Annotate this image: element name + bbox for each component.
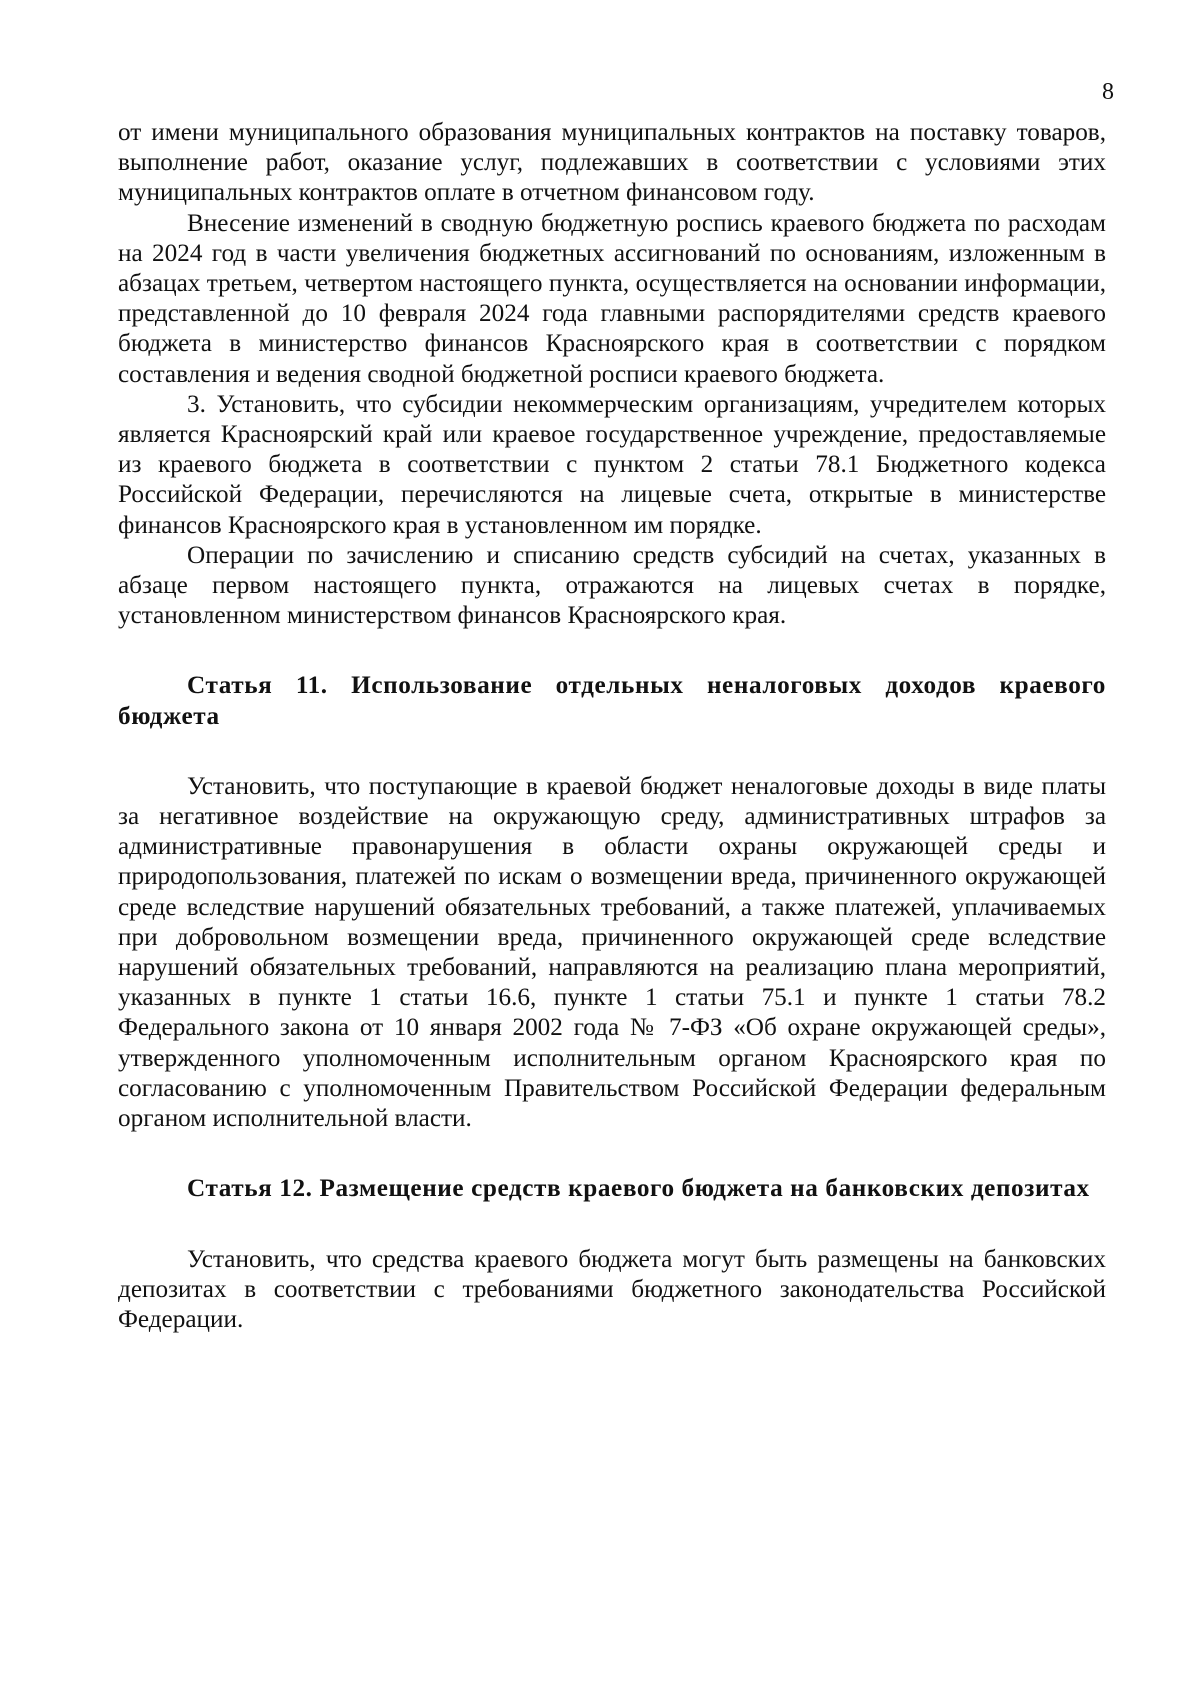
paragraph-continuation: от имени муниципального образования муниципальных контрактов на поставку товаров, выполнение работ, оказание услуг, подлежавших в соответствии с условиями этих муниципальных контрактов оплате в отчетном финансовом году. (118, 119, 1106, 207)
document-body (118, 118, 1106, 1335)
article-11-paragraph: Установить, что поступающие в краевой бюджет неналоговые доходы в виде платы за негативное воздействие на окружающую среду, административных штрафов за административные правонарушения в области охраны окружающей среды и природопользования, платежей по искам о возмещении вреда, причиненного окружающей среде вследствие нарушений обязательных требований, а также платежей, уплачиваемых при добровольном возмещении вреда, причиненного окружающей среде вследствие нарушений обязательных требований, направляются на реализацию плана мероприятий, указанных в пункте 1 статьи 16.6, пункте 1 статьи 75.1 и пункте 1 статьи 78.2 Федерального закона от 10 января 2002 года № 7-ФЗ «Об охране окружающей среды», утвержденного уполномоченным исполнительным органом Красноярского края по согласованию с уполномоченным Правительством Российской Федерации федеральным органом исполнительной власти. (118, 772, 1106, 1133)
article-11-heading: Статья 11. Использование отдельных неналоговых доходов краевого бюджета (118, 672, 1106, 730)
page-number: 8 (1102, 79, 1114, 105)
paragraph-operations: Операции по зачислению и списанию средств субсидий на счетах, указанных в абзаце первом настоящего пункта, отражаются на лицевых счетах в порядке, установленном министерством финансов Красноярского края. (118, 541, 1106, 630)
paragraph-point-3: 3. Установить, что субсидии некоммерческим организациям, учредителем которых является Красноярский край или краевое государственное учреждение, предоставляемые из краевого бюджета в соответствии с пунктом 2 статьи 78.1 Бюджетного кодекса Российской Федерации, перечисляются на лицевые счета, открытые в министерстве финансов Красноярского края в установленном им порядке. (118, 390, 1106, 539)
article-12-paragraph: Установить, что средства краевого бюджета могут быть размещены на банковских депозитах в соответствии с требованиями бюджетного законодательства Российской Федерации. (118, 1245, 1106, 1333)
paragraph-amendments: Внесение изменений в сводную бюджетную роспись краевого бюджета по расходам на 2024 год в части увеличения бюджетных ассигнований по основаниям, изложенным в абзацах третьем, четвертом настоящего пункта, осуществляется на основании информации, представленной до 10 февраля 2024 года главными распорядителями средств краевого бюджета в министерство финансов Красноярского края в соответствии с порядком составления и ведения сводной бюджетной росписи краевого бюджета. (118, 209, 1106, 388)
article-12-heading: Статья 12. Размещение средств краевого бюджета на банковских депозитах (187, 1175, 1090, 1203)
